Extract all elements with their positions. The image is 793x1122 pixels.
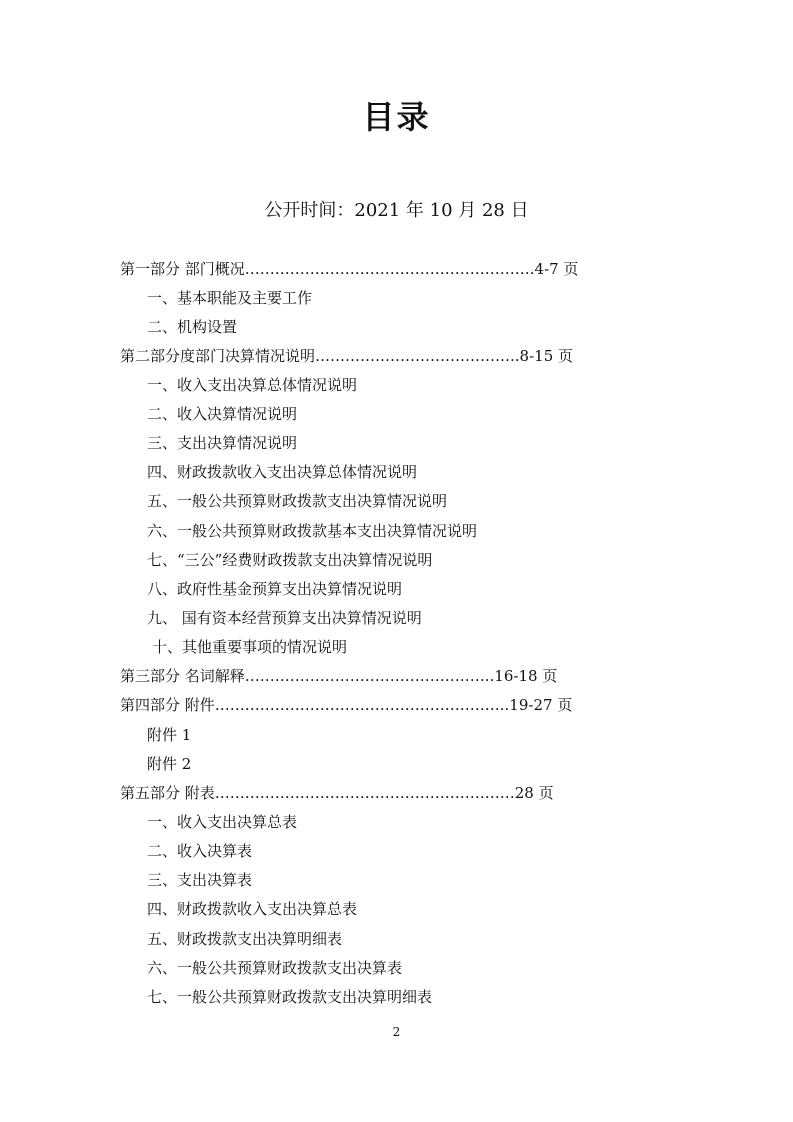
- toc-part-2[interactable]: 第二部分度部门决算情况说明…………………………………..8-15 页: [120, 347, 574, 365]
- toc-item[interactable]: 二、收入决算情况说明: [147, 405, 298, 423]
- toc-item[interactable]: 一、基本职能及主要工作: [147, 289, 313, 307]
- toc-item[interactable]: 一、收入支出决算总体情况说明: [147, 376, 358, 394]
- toc-item[interactable]: 二、收入决算表: [147, 842, 253, 860]
- toc-item[interactable]: 二、机构设置: [147, 318, 238, 336]
- toc-item[interactable]: 七、“三公”经费财政拨款支出决算情况说明: [147, 551, 433, 569]
- toc-part-1[interactable]: 第一部分 部门概况………………………………………………….4-7 页: [120, 260, 579, 278]
- toc-item[interactable]: 六、一般公共预算财政拨款基本支出决算情况说明: [147, 522, 478, 540]
- publish-date: 公开时间：2021 年 10 月 28 日: [264, 200, 529, 221]
- toc-item[interactable]: 五、一般公共预算财政拨款支出决算情况说明: [147, 492, 448, 510]
- toc-item[interactable]: 四、财政拨款收入支出决算总体情况说明: [147, 463, 418, 481]
- toc-item[interactable]: 七、一般公共预算财政拨款支出决算明细表: [147, 988, 433, 1006]
- toc-item[interactable]: 五、财政拨款支出决算明细表: [147, 930, 343, 948]
- toc-item[interactable]: 九、 国有资本经营预算支出决算情况说明: [147, 609, 422, 627]
- toc-item[interactable]: 三、支出决算表: [147, 871, 253, 889]
- toc-item[interactable]: 六、一般公共预算财政拨款支出决算表: [147, 959, 403, 977]
- toc-item[interactable]: 附件 1: [147, 726, 192, 744]
- toc-part-5[interactable]: 第五部分 附表……………………………………………………28 页: [120, 784, 554, 802]
- page-number: 2: [392, 1025, 401, 1039]
- toc-item[interactable]: 附件 2: [147, 755, 192, 773]
- toc-part-3[interactable]: 第三部分 名词解释…………………………………………..16-18 页: [120, 667, 558, 685]
- toc-item[interactable]: 一、收入支出决算总表: [147, 813, 298, 831]
- page-title: 目录: [362, 98, 431, 136]
- toc-item[interactable]: 三、支出决算情况说明: [147, 434, 298, 452]
- toc-item[interactable]: 八、政府性基金预算支出决算情况说明: [147, 580, 403, 598]
- toc-part-4[interactable]: 第四部分 附件…………………………………………………..19-27 页: [120, 696, 573, 714]
- toc-item[interactable]: 四、财政拨款收入支出决算总表: [147, 900, 358, 918]
- toc-item[interactable]: 十、其他重要事项的情况说明: [152, 638, 348, 656]
